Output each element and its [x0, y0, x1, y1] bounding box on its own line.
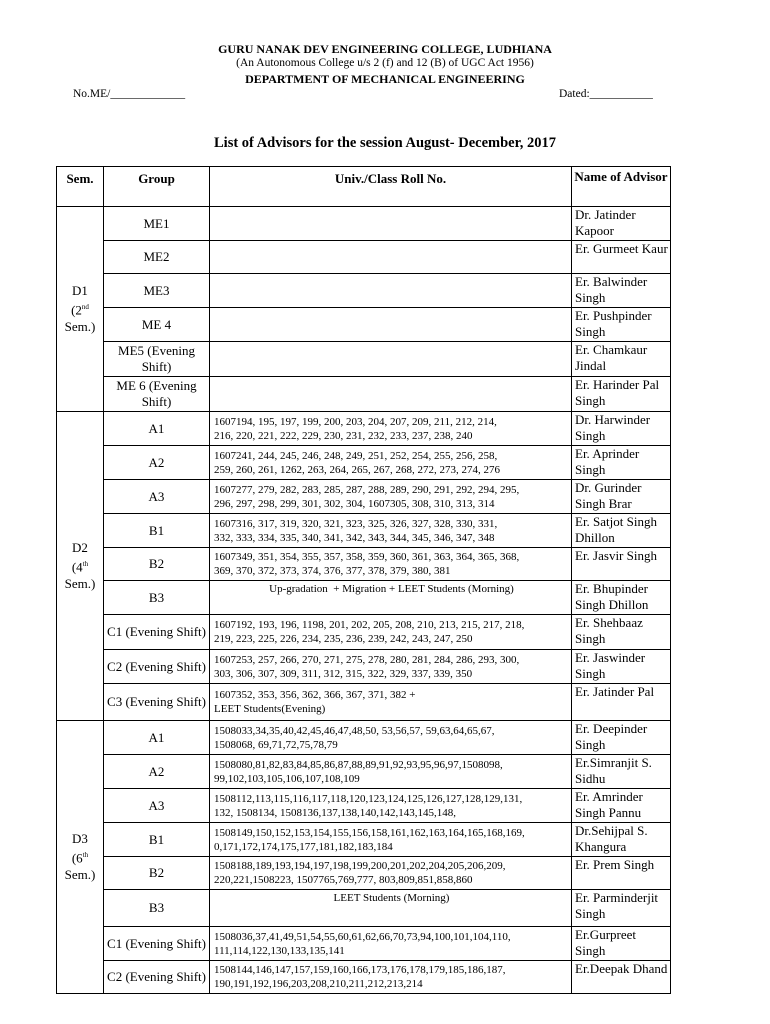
document-title: List of Advisors for the session August- December, 2017 [214, 135, 556, 151]
column-header-roll: Univ./Class Roll No. [210, 167, 572, 207]
table-row [57, 755, 671, 789]
roll-numbers-cell: 1607241, 244, 245, 246, 248, 249, 251, 252, 254, 255, 256, 258, 259, 260, 261, 1262, 263, 264, 265, 267, 268, 272, 273, 274, 276 [210, 446, 572, 480]
roll-numbers-cell [210, 308, 572, 342]
roll-numbers-cell: Up-gradation + Migration + LEET Students (Morning) [210, 581, 572, 615]
table-row [57, 581, 671, 615]
semester-label: D3 [72, 831, 88, 847]
advisor-name-cell: Er. Balwinder Singh [572, 274, 671, 308]
group-cell: B2 [104, 857, 210, 890]
advisor-name-cell: Er.Deepak Dhand [572, 961, 671, 994]
advisor-name-cell: Dr. Harwinder Singh [572, 412, 671, 446]
roll-numbers-cell [210, 377, 572, 412]
advisor-name-cell: Er.Simranjit S. Sidhu [572, 755, 671, 789]
group-cell: B1 [104, 514, 210, 548]
advisor-name-cell: Er. Chamkaur Jindal [572, 342, 671, 377]
table-row [57, 274, 671, 308]
semester-number: (2 [71, 302, 82, 318]
roll-numbers-cell: 1508080,81,82,83,84,85,86,87,88,89,91,92,93,95,96,97,1508098, 99,102,103,105,106,107,108,109 [210, 755, 572, 789]
table-row [57, 308, 671, 342]
table-row [57, 650, 671, 684]
dated-field: Dated:___________ [559, 88, 653, 100]
group-cell: C2 (Evening Shift) [104, 650, 210, 684]
group-cell: C3 (Evening Shift) [104, 684, 210, 721]
roll-numbers-cell [210, 241, 572, 274]
table-row [57, 241, 671, 274]
advisor-name-cell: Dr.Sehijpal S. Khangura [572, 823, 671, 857]
advisor-name-cell: Dr. Gurinder Singh Brar [572, 480, 671, 514]
table-row [57, 961, 671, 994]
semester-number: (6 [71, 850, 83, 866]
roll-numbers-cell: 1508033,34,35,40,42,45,46,47,48,50, 53,56,57, 59,63,64,65,67, 1508068, 69,71,72,75,78,79 [210, 721, 572, 755]
semester-ordinal: th [82, 851, 89, 860]
table-row [57, 548, 671, 581]
roll-numbers-cell: 1607316, 317, 319, 320, 321, 323, 325, 326, 327, 328, 330, 331, 332, 333, 334, 335, 340, 341, 342, 343, 344, 345, 346, 347, 348 [210, 514, 572, 548]
advisor-name-cell: Dr. Jatinder Kapoor [572, 207, 671, 241]
group-cell: B2 [104, 548, 210, 581]
group-cell: C1 (Evening Shift) [104, 927, 210, 961]
roll-numbers-cell: 1508036,37,41,49,51,54,55,60,61,62,66,70,73,94,100,101,104,110, 111,114,122,130,133,135,141 [210, 927, 572, 961]
group-cell: A2 [104, 446, 210, 480]
advisor-name-cell: Er. Harinder Pal Singh [572, 377, 671, 412]
semester-cell [57, 412, 104, 721]
group-cell: A3 [104, 789, 210, 823]
group-cell: ME5 (Evening Shift) [104, 342, 210, 377]
group-cell: ME2 [104, 241, 210, 274]
group-cell: C1 (Evening Shift) [104, 615, 210, 650]
roll-numbers-cell [210, 207, 572, 241]
advisors-table [56, 166, 671, 994]
advisor-name-cell: Er. Amrinder Singh Pannu [572, 789, 671, 823]
semester-suffix: Sem.) [64, 575, 96, 591]
table-row [57, 480, 671, 514]
roll-numbers-cell [210, 274, 572, 308]
group-cell: ME1 [104, 207, 210, 241]
column-header-group: Group [104, 167, 210, 207]
table-row [57, 789, 671, 823]
roll-numbers-cell: 1607352, 353, 356, 362, 366, 367, 371, 382 + LEET Students(Evening) [210, 684, 572, 721]
table-row [57, 890, 671, 927]
table-row [57, 927, 671, 961]
roll-numbers-cell: 1508144,146,147,157,159,160,166,173,176,178,179,185,186,187, 190,191,192,196,203,208,210,211,212,213,214 [210, 961, 572, 994]
table-row [57, 823, 671, 857]
roll-numbers-cell: 1607349, 351, 354, 355, 357, 358, 359, 360, 361, 363, 364, 365, 368, 369, 370, 372, 373, 374, 376, 377, 378, 379, 380, 381 [210, 548, 572, 581]
semester-cell [57, 721, 104, 994]
advisor-name-cell: Er. Jasvir Singh [572, 548, 671, 581]
table-row [57, 721, 671, 755]
group-cell: ME 4 [104, 308, 210, 342]
group-cell: A3 [104, 480, 210, 514]
table-row [57, 615, 671, 650]
table-row [57, 342, 671, 377]
table-row [57, 412, 671, 446]
table-row [57, 857, 671, 890]
column-header-sem: Sem. [57, 167, 104, 207]
advisor-name-cell: Er. Jaswinder Singh [572, 650, 671, 684]
group-cell: ME 6 (Evening Shift) [104, 377, 210, 412]
semester-number: (4 [71, 559, 83, 575]
group-cell: B1 [104, 823, 210, 857]
table-row [57, 377, 671, 412]
roll-numbers-cell: 1607253, 257, 266, 270, 271, 275, 278, 280, 281, 284, 286, 293, 300, 303, 306, 307, 309, 311, 312, 315, 322, 329, 337, 339, 350 [210, 650, 572, 684]
semester-suffix: Sem.) [64, 866, 96, 882]
roll-numbers-cell: 1508149,150,152,153,154,155,156,158,161,162,163,164,165,168,169, 0,171,172,174,175,177,181,182,183,184 [210, 823, 572, 857]
semester-suffix: Sem.) [64, 318, 96, 334]
semester-label: D1 [72, 283, 88, 299]
advisor-name-cell: Er. Satjot Singh Dhillon [572, 514, 671, 548]
advisor-name-cell: Er. Shehbaaz Singh [572, 615, 671, 650]
college-name: GURU NANAK DEV ENGINEERING COLLEGE, LUDHIANA [218, 42, 552, 56]
group-cell: B3 [104, 890, 210, 927]
department-name: DEPARTMENT OF MECHANICAL ENGINEERING [245, 72, 525, 86]
group-cell: ME3 [104, 274, 210, 308]
roll-numbers-cell: 1508112,113,115,116,117,118,120,123,124,125,126,127,128,129,131, 132, 1508134, 1508136,137,138,140,142,143,145,148, [210, 789, 572, 823]
semester-cell [57, 207, 104, 412]
advisor-name-cell: Er. Pushpinder Singh [572, 308, 671, 342]
group-cell: A2 [104, 755, 210, 789]
autonomous-note: (An Autonomous College u/s 2 (f) and 12 (B) of UGC Act 1956) [236, 57, 534, 69]
reference-number: No.ME/_____________ [73, 88, 186, 100]
group-cell: C2 (Evening Shift) [104, 961, 210, 994]
table-row [57, 514, 671, 548]
column-header-advisor: Name of Advisor [572, 167, 671, 207]
group-cell: A1 [104, 721, 210, 755]
advisor-name-cell: Er. Deepinder Singh [572, 721, 671, 755]
group-cell: A1 [104, 412, 210, 446]
semester-label: D2 [72, 540, 88, 556]
table-row [57, 207, 671, 241]
table-row [57, 446, 671, 480]
table-row [57, 684, 671, 721]
advisor-name-cell: Er. Parminderjit Singh [572, 890, 671, 927]
roll-numbers-cell: 1607194, 195, 197, 199, 200, 203, 204, 207, 209, 211, 212, 214, 216, 220, 221, 222, 229, 230, 231, 232, 233, 237, 238, 240 [210, 412, 572, 446]
group-cell: B3 [104, 581, 210, 615]
roll-numbers-cell: 1508188,189,193,194,197,198,199,200,201,202,204,205,206,209, 220,221,1508223, 1507765,769,777, 803,809,851,858,860 [210, 857, 572, 890]
roll-numbers-cell: LEET Students (Morning) [210, 890, 572, 927]
roll-numbers-cell [210, 342, 572, 377]
advisor-name-cell: Er. Jatinder Pal [572, 684, 671, 721]
semester-ordinal: nd [81, 303, 89, 312]
roll-numbers-cell: 1607277, 279, 282, 283, 285, 287, 288, 289, 290, 291, 292, 294, 295, 296, 297, 298, 299, 301, 302, 304, 1607305, 308, 310, 313, 314 [210, 480, 572, 514]
table-body [57, 207, 671, 994]
table-header-row [57, 167, 671, 207]
advisor-name-cell: Er. Aprinder Singh [572, 446, 671, 480]
advisor-name-cell: Er. Bhupinder Singh Dhillon [572, 581, 671, 615]
advisor-name-cell: Er.Gurpreet Singh [572, 927, 671, 961]
semester-ordinal: th [82, 560, 89, 569]
advisor-name-cell: Er. Gurmeet Kaur [572, 241, 671, 274]
advisor-name-cell: Er. Prem Singh [572, 857, 671, 890]
roll-numbers-cell: 1607192, 193, 196, 1198, 201, 202, 205, 208, 210, 213, 215, 217, 218, 219, 223, 225, 226, 234, 235, 236, 239, 242, 243, 247, 250 [210, 615, 572, 650]
